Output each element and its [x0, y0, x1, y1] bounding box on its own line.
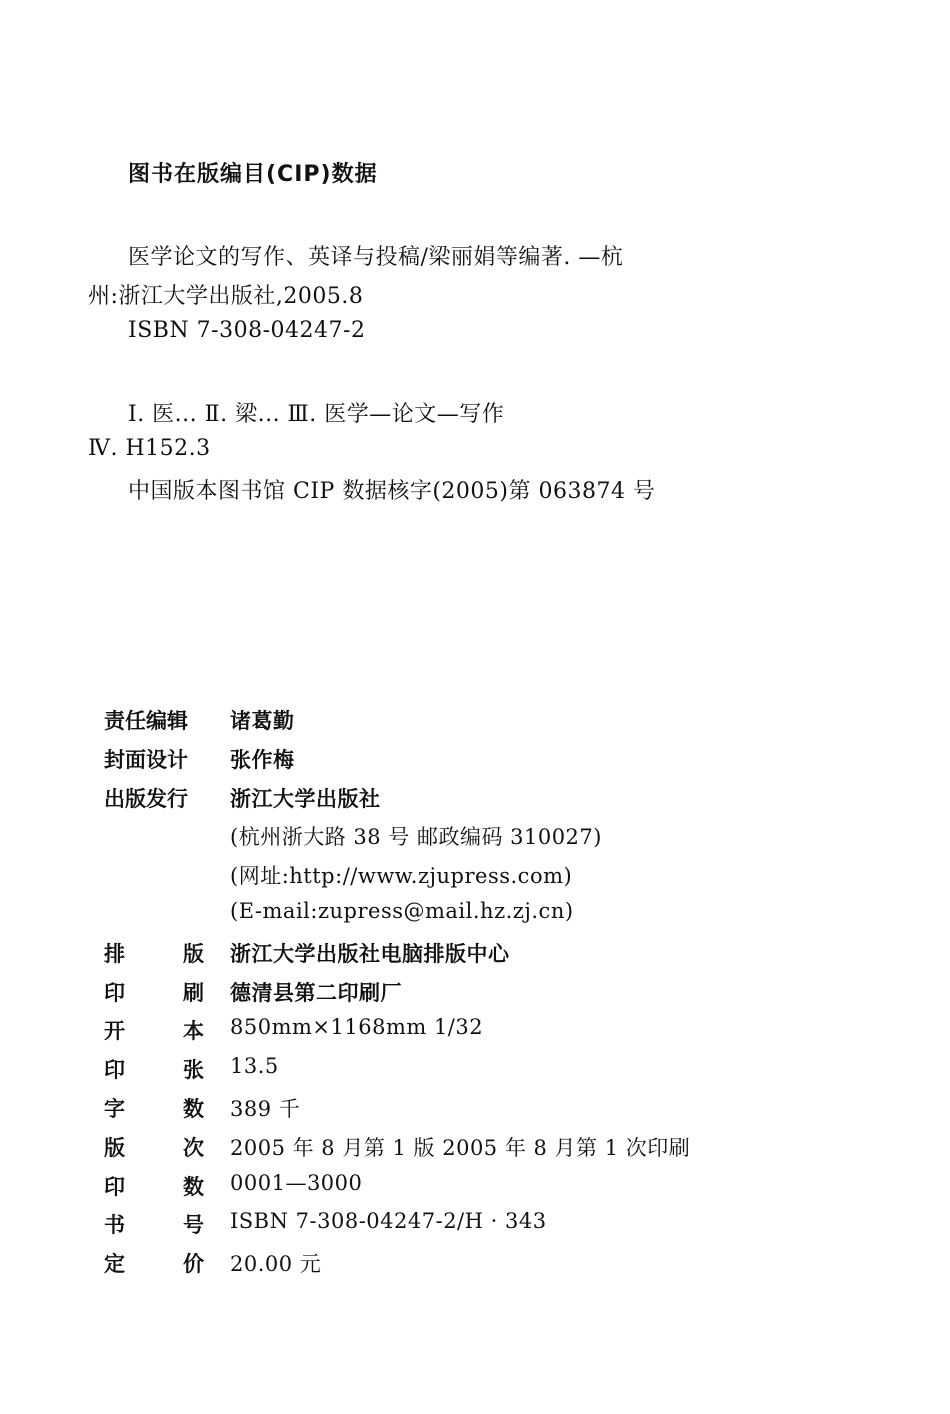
- info-label: 封面设计: [104, 747, 188, 772]
- info-label: 版 次: [104, 1135, 204, 1160]
- info-value: 2005 年 8 月第 1 版 2005 年 8 月第 1 次印刷: [230, 1135, 691, 1160]
- cip-heading: 图书在版编目(CIP)数据: [128, 162, 378, 187]
- info-value: 张作梅: [230, 747, 295, 772]
- info-label: 出版发行: [104, 786, 188, 811]
- info-value: (E-mail:zupress@mail.hz.zj.cn): [230, 898, 574, 923]
- cip-publisher-line: 州:浙江大学出版社,2005.8: [88, 284, 364, 309]
- info-row-word-count: [104, 1093, 824, 1132]
- info-row-website: [104, 860, 824, 899]
- info-label: 书 号: [104, 1213, 204, 1238]
- info-label: 开 本: [104, 1019, 204, 1044]
- info-value: ISBN 7-308-04247-2/H · 343: [230, 1209, 547, 1234]
- info-row-typesetting: [104, 938, 824, 977]
- info-value: 德清县第二印刷厂: [230, 980, 402, 1005]
- info-row-editor: [104, 705, 824, 744]
- info-value: (网址:http://www.zjupress.com): [230, 864, 573, 889]
- info-label: 印 刷: [104, 980, 204, 1005]
- info-value: 13.5: [230, 1054, 279, 1079]
- info-row-email: [104, 899, 824, 938]
- info-row-price: [104, 1248, 824, 1287]
- info-row-printer: [104, 977, 824, 1016]
- info-label: 字 数: [104, 1096, 204, 1121]
- info-value: 诸葛勤: [230, 709, 295, 733]
- cip-classification-line: Ⅳ. H152.3: [88, 436, 211, 461]
- cip-subject-line: Ⅰ. 医... Ⅱ. 梁... Ⅲ. 医学—论文—写作: [128, 402, 505, 427]
- info-label: 定 价: [104, 1252, 204, 1277]
- info-value: 850mm×1168mm 1/32: [230, 1015, 484, 1040]
- info-row-address: [104, 821, 824, 860]
- info-label: 印 数: [104, 1174, 204, 1199]
- cip-record-line: 中国版本图书馆 CIP 数据核字(2005)第 063874 号: [128, 479, 656, 504]
- info-label: 责任编辑: [104, 709, 188, 733]
- info-label: 印 张: [104, 1058, 204, 1083]
- info-value: 浙江大学出版社电脑排版中心: [230, 941, 510, 966]
- info-value: 浙江大学出版社: [230, 786, 381, 811]
- publication-info: [104, 705, 824, 1287]
- info-row-format: [104, 1015, 824, 1054]
- info-value: 389 千: [230, 1096, 301, 1121]
- info-row-publisher: [104, 783, 824, 822]
- cip-title-line: 医学论文的写作、英译与投稿/梁丽娟等编著. —杭: [128, 245, 624, 270]
- info-value: (杭州浙大路 38 号 邮政编码 310027): [230, 825, 602, 850]
- cip-isbn-line: ISBN 7-308-04247-2: [128, 318, 366, 343]
- info-row-print-run: [104, 1171, 824, 1210]
- info-label: 排 版: [104, 941, 204, 966]
- info-value: 20.00 元: [230, 1252, 322, 1277]
- info-row-edition: [104, 1132, 824, 1171]
- info-value: 0001—3000: [230, 1170, 363, 1195]
- info-row-book-number: [104, 1209, 824, 1248]
- info-row-sheets: [104, 1054, 824, 1093]
- info-row-cover-design: [104, 744, 824, 783]
